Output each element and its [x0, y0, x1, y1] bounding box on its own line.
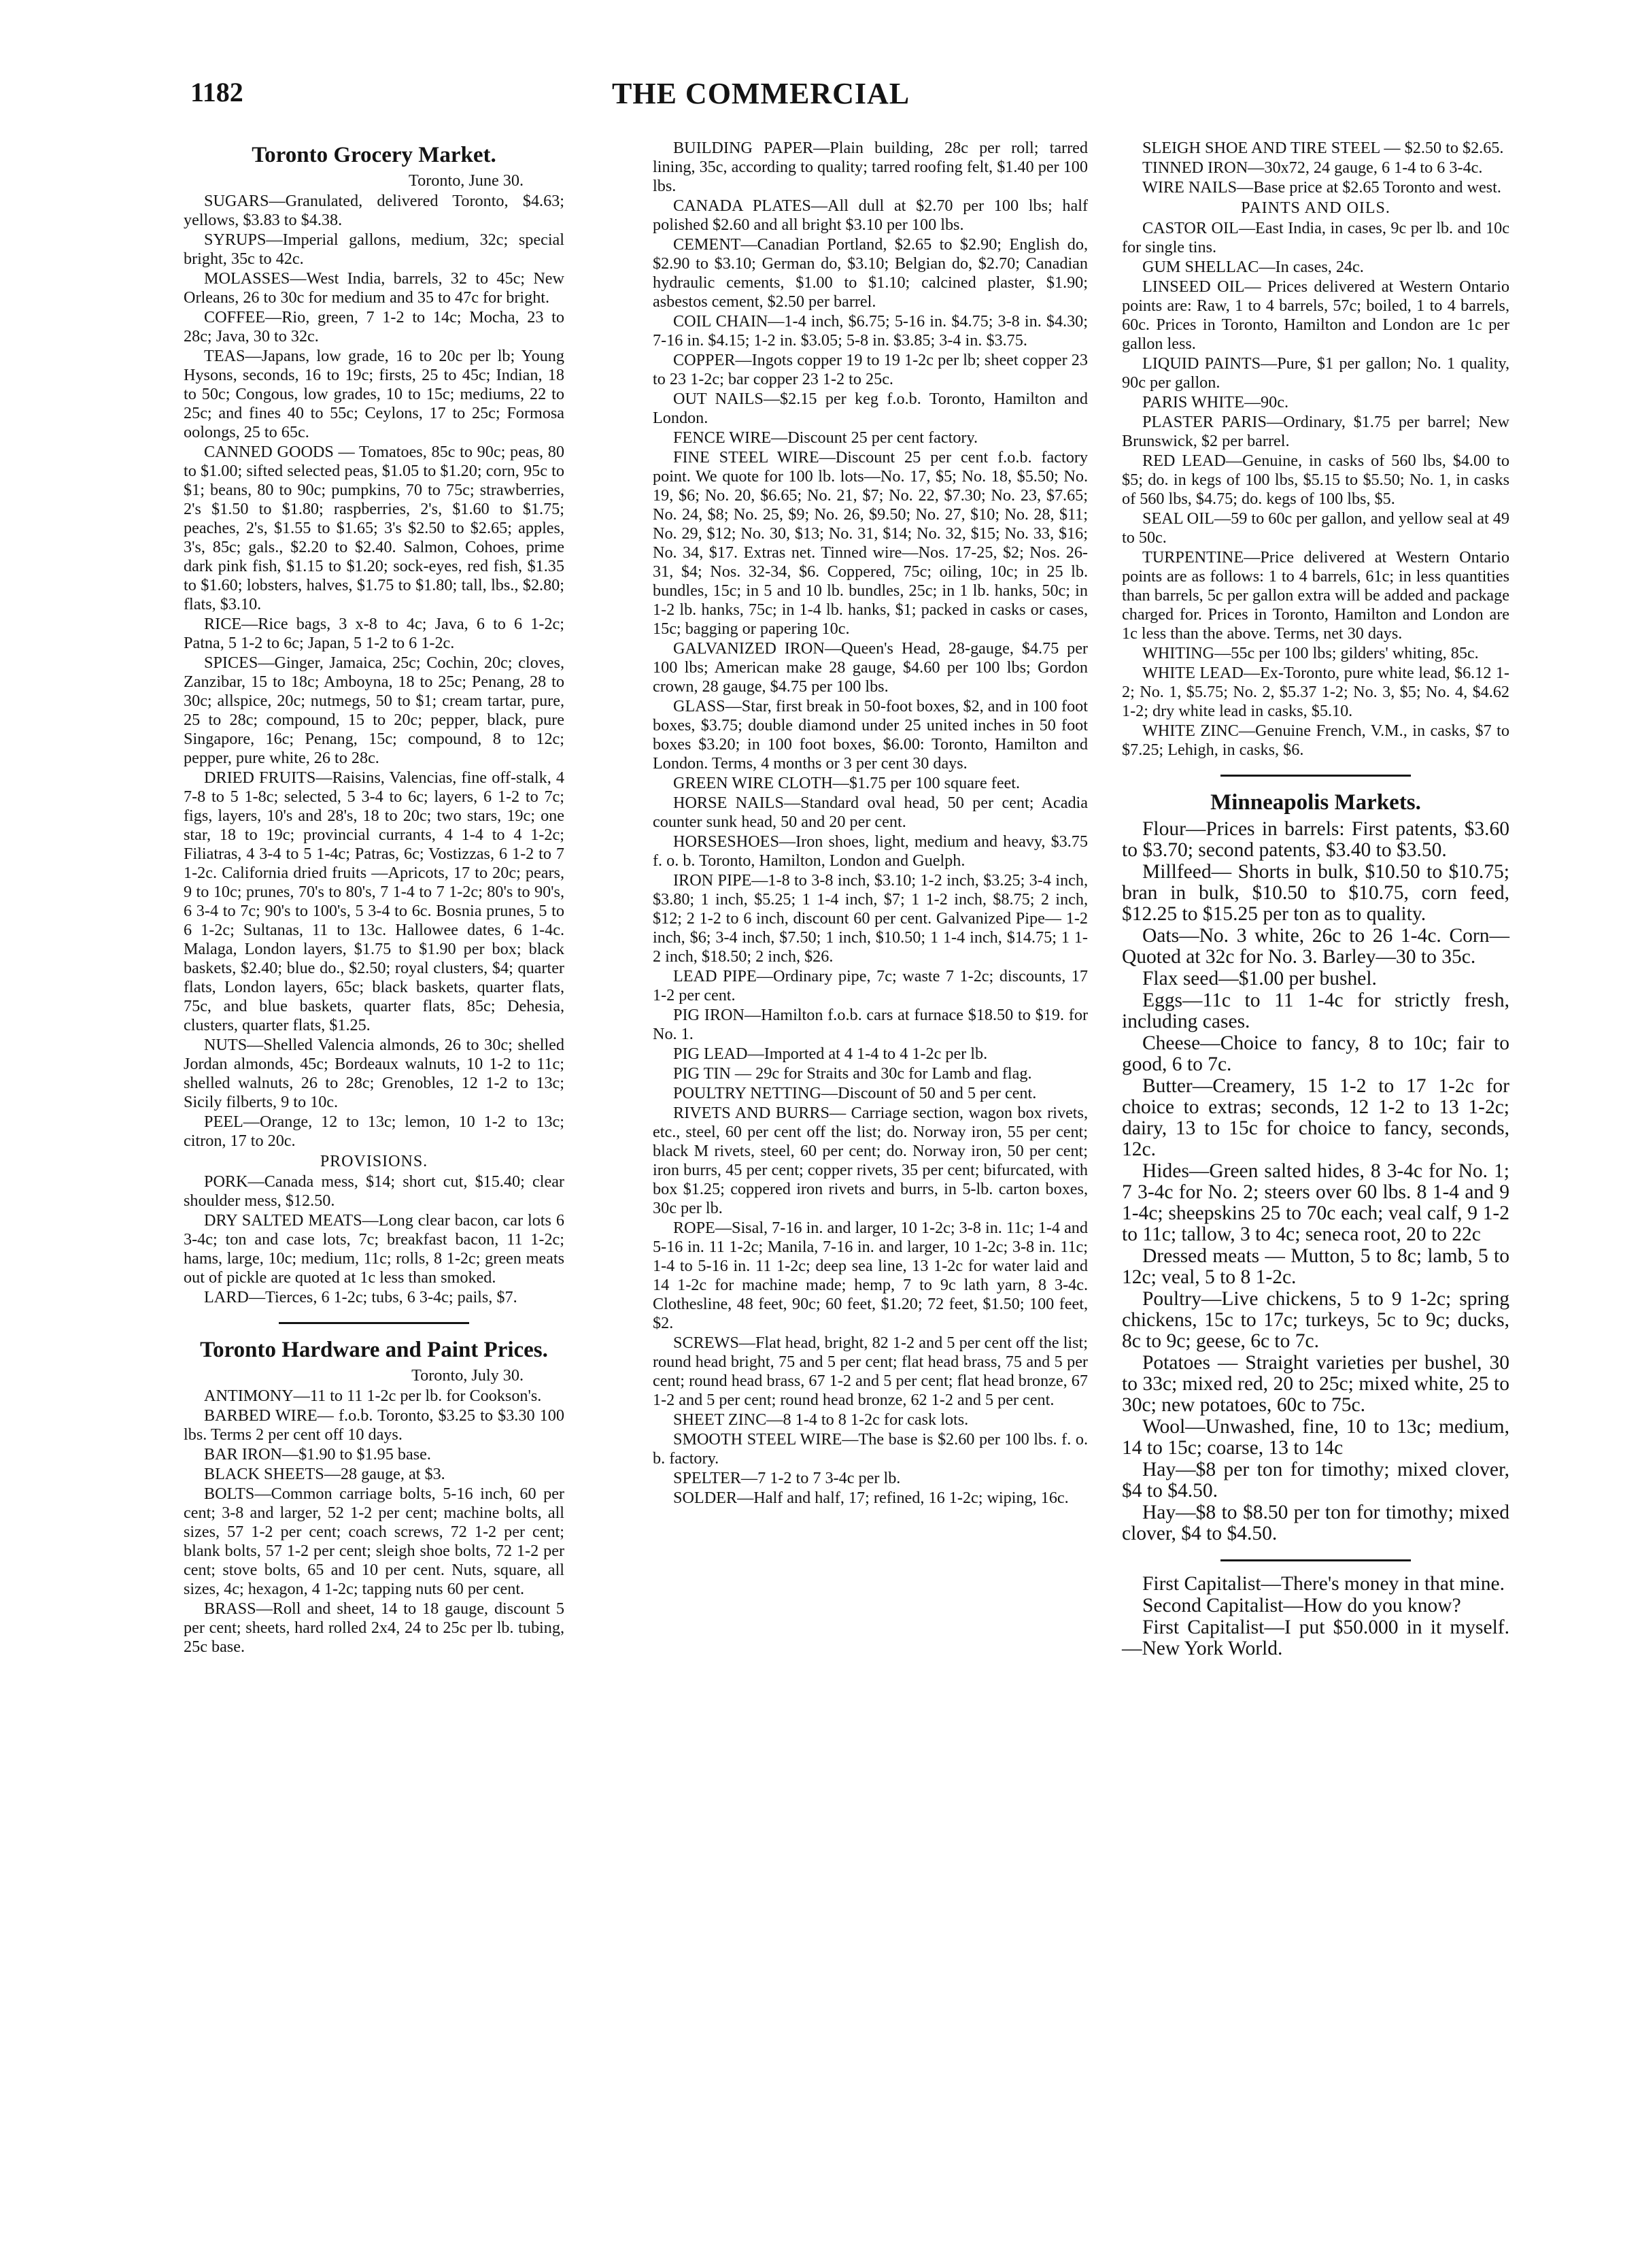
- price-entry: Flour—Prices in barrels: First patents, $3.60 to $3.70; second patents, $3.40 to $3.50.: [1122, 818, 1509, 861]
- price-entry: Wool—Unwashed, fine, 10 to 13c; medium, 14 to 15c; coarse, 13 to 14c: [1122, 1416, 1509, 1459]
- price-entry: LARD—Tierces, 6 1-2c; tubs, 6 3-4c; pails, $7.: [204, 1288, 517, 1306]
- price-entry: GLASS—Star, first break in 50-foot boxes, $2, and in 100 foot boxes, $3.75; double diamond under 25 united inches in 50 foot boxes $3.20; in 100 foot boxes, $6.00: Toronto, Hamilton and London. Terms, 4 months or 3 per cent 30 days.: [653, 697, 1088, 773]
- price-entry: NUTS—Shelled Valencia almonds, 26 to 30c; shelled Jordan almonds, 45c; Bordeaux walnuts, 10 1-2 to 11c; shelled walnuts, 26 to 28c; Grenobles, 12 1-2 to 13c; Sicily filberts, 9 to 10c.: [184, 1036, 564, 1111]
- price-entry: SEAL OIL—59 to 60c per gallon, and yellow seal at 49 to 50c.: [1122, 509, 1509, 547]
- minneapolis-prices: [1122, 819, 1509, 1544]
- price-entry: Millfeed— Shorts in bulk, $10.50 to $10.75; bran in bulk, $10.50 to $10.75, corn feed, $12.25 to $15.25 per ton as to quality.: [1122, 861, 1509, 925]
- joke-line: First Capitalist—I put $50.000 in it myself.—New York World.: [1122, 1617, 1509, 1659]
- price-entry: RED LEAD—Genuine, in casks of 560 lbs, $4.00 to $5; do. in kegs of 100 lbs, $5.15 to $5.50; No. 1, in casks of 560 lbs, $4.75; do. kegs of 100 lbs, $5.: [1122, 452, 1509, 508]
- price-entry: WHITE ZINC—Genuine French, V.M., in casks, $7 to $7.25; Lehigh, in casks, $6.: [1122, 722, 1509, 759]
- price-entry: PORK—Canada mess, $14; short cut, $15.40; clear shoulder mess, $12.50.: [184, 1172, 564, 1210]
- price-entry: ANTIMONY—11 to 11 1-2c per lb. for Cookson's.: [204, 1387, 542, 1405]
- price-entry: WHITING—55c per 100 lbs; gilders' whiting, 85c.: [1142, 644, 1479, 662]
- price-entry: SPICES—Ginger, Jamaica, 25c; Cochin, 20c; cloves, Zanzibar, 15 to 18c; Amboyna, 18 to 25c; Penang, 28 to 30c; allspice, 20c; nutmegs, 50 to $1; cream tartar, pure, 25 to 28c; compound, 15 to 20c; pepper, black, pure Singapore, 16c; Penang, 15c; compound, 8 to 12c; pepper, pure white, 26 to 28c.: [184, 654, 564, 767]
- price-entry: WHITE LEAD—Ex-Toronto, pure white lead, $6.12 1-2; No. 1, $5.75; No. 2, $5.37 1-2; No. 3, $5; No. 4, $4.62 1-2; dry white lead in casks, $5.10.: [1122, 664, 1509, 720]
- price-entry: LIQUID PAINTS—Pure, $1 per gallon; No. 1 quality, 90c per gallon.: [1122, 354, 1509, 392]
- price-entry: GALVANIZED IRON—Queen's Head, 28-gauge, $4.75 per 100 lbs; American make 28 gauge, $4.60 per 100 lbs; Gordon crown, 28 gauge, $4.75 per 100 lbs.: [653, 639, 1088, 696]
- grocery-prices: [184, 192, 564, 1151]
- publication-title: THE COMMERCIAL: [612, 77, 910, 110]
- price-entry: RIVETS AND BURRS— Carriage section, wagon box rivets, etc., steel, 60 per cent off the list; do. Norway iron, 55 per cent; black M rivets, steel, 60 per cent; do. Norway iron, 50 per cent; iron burrs, 45 per cent; copper rivets, 35 per cent; bifurcated, with box $1.25; coppered iron rivets and burrs, in 5-lb. carton boxes, 30c per lb.: [653, 1104, 1088, 1217]
- price-entry: DRY SALTED MEATS—Long clear bacon, car lots 6 3-4c; ton and case lots, 7c; breakfast bacon, 11 1-2c; hams, large, 10c; medium, 11c; rolls, 8 1-2c; green meats out of pickle are quoted at 1c less than smoked.: [184, 1211, 564, 1287]
- price-entry: PEEL—Orange, 12 to 13c; lemon, 10 1-2 to 13c; citron, 17 to 20c.: [184, 1113, 564, 1150]
- price-entry: CANADA PLATES—All dull at $2.70 per 100 lbs; half polished $2.60 and all bright $3.10 per 100 lbs.: [653, 197, 1088, 234]
- price-entry: BLACK SHEETS—28 gauge, at $3.: [204, 1465, 445, 1483]
- price-entry: GREEN WIRE CLOTH—$1.75 per 100 square feet.: [673, 774, 1021, 792]
- price-entry: COIL CHAIN—1-4 inch, $6.75; 5-16 in. $4.75; 3-8 in. $4.30; 7-16 in. $4.15; 1-2 in. $3.05; 5-8 in. $3.85; 3-4 in. $3.75.: [653, 312, 1088, 350]
- price-entry: FINE STEEL WIRE—Discount 25 per cent f.o.b. factory point. We quote for 100 lb. lots—No. 17, $5; No. 18, $5.50; No. 19, $6; No. 20, $6.65; No. 21, $7; No. 22, $7.30; No. 23, $7.65; No. 24, $8; No. 25, $9; No. 26, $9.50; No. 27, $10; No. 28, $11; No. 29, $12; No. 30, $13; No. 31, $14; No. 32, $15; No. 33, $16; No. 34, $17. Extras net. Tinned wire—Nos. 17-25, $2; Nos. 26-31, $4; Nos. 32-34, $6. Coppered, 75c; oiling, 10c; in 25 lb. bundles, 15c; in 5 and 10 lb. bundles, 25c; in 1 lb. hanks, 50c; in 1-2 lb. hanks, 75c; in 1-4 lb. hanks, $1; packed in casks or cases, 15c; bagging or papering 10c.: [653, 448, 1088, 638]
- price-entry: SPELTER—7 1-2 to 7 3-4c per lb.: [673, 1469, 901, 1487]
- hardware-prices-title: Toronto Hardware and Paint Prices.: [200, 1338, 548, 1362]
- price-entry: POULTRY NETTING—Discount of 50 and 5 per cent.: [673, 1084, 1037, 1102]
- price-entry: PIG IRON—Hamilton f.o.b. cars at furnace $18.50 to $19. for No. 1.: [653, 1006, 1088, 1043]
- price-entry: MOLASSES—West India, barrels, 32 to 45c; New Orleans, 26 to 30c for medium and 35 to 47c for bright.: [184, 269, 564, 307]
- page-header: [190, 76, 1305, 117]
- price-entry: Hay—$8 to $8.50 per ton for timothy; mixed clover, $4 to $4.50.: [1122, 1502, 1509, 1544]
- price-entry: TINNED IRON—30x72, 24 gauge, 6 1-4 to 6 3-4c.: [1142, 158, 1483, 177]
- price-entry: CEMENT—Canadian Portland, $2.65 to $2.90; English do, $2.90 to $3.10; German do, $3.10; Belgian do, $2.70; Canadian hydraulic cements, $1.00 to $1.10; calcined plaster, $1.90; asbestos cement, $2.50 per barrel.: [653, 235, 1088, 311]
- price-entry: IRON PIPE—1-8 to 3-8 inch, $3.10; 1-2 inch, $3.25; 3-4 inch, $3.80; 1 inch, $5.25; 1 1-4 inch, $7; 1 1-2 inch, $8.75; 2 inch, $12; 2 1-2 to 6 inch, discount 60 per cent. Galvanized Pipe— 1-2 inch, $6; 3-4 inch, $7.50; 1 inch, $10.50; 1 1-4 inch, $14.75; 1 1-2 inch, $18.50; 2 inch, $26.: [653, 871, 1088, 966]
- price-entry: SUGARS—Granulated, delivered Toronto, $4.63; yellows, $3.83 to $4.38.: [184, 192, 564, 229]
- price-entry: CASTOR OIL—East India, in cases, 9c per lb. and 10c for single tins.: [1122, 219, 1509, 256]
- price-entry: HORSESHOES—Iron shoes, light, medium and heavy, $3.75 f. o. b. Toronto, Hamilton, London and Guelph.: [653, 832, 1088, 870]
- price-entry: Hides—Green salted hides, 8 3-4c for No. 1; 7 3-4c for No. 2; steers over 60 lbs. 8 1-4 and 9 1-4c; sheepskins 25 to 70c each; veal calf, 9 1-2 to 11c; tallow, 3 to 4c; seneca root, 20 to 22c: [1122, 1160, 1509, 1245]
- price-entry: Dressed meats — Mutton, 5 to 8c; lamb, 5 to 12c; veal, 5 to 8 1-2c.: [1122, 1245, 1509, 1288]
- grocery-market-title: Toronto Grocery Market.: [252, 143, 496, 167]
- page-number: 1182: [190, 77, 243, 107]
- section-divider: [279, 1322, 469, 1324]
- price-entry: WIRE NAILS—Base price at $2.65 Toronto and west.: [1142, 178, 1501, 197]
- price-entry: BOLTS—Common carriage bolts, 5-16 inch, 60 per cent; 3-8 and larger, 52 1-2 per cent; machine bolts, all sizes, 57 1-2 per cent; coach screws, 72 1-2 per cent; blank bolts, 57 1-2 per cent; sleigh shoe bolts, 72 1-2 per cent; stove bolts, 65 and 10 per cent. Nuts, square, all sizes, 4c; hexagon, 4 1-2c; tapping nuts 60 per cent.: [184, 1485, 564, 1598]
- paints-oils-heading: PAINTS AND OILS.: [1241, 199, 1390, 217]
- joke-line: First Capitalist—There's money in that mine.: [1142, 1573, 1505, 1595]
- price-entry: BUILDING PAPER—Plain building, 28c per roll; tarred lining, 35c, according to quality; tarred roofing felt, $1.40 per 100 lbs.: [653, 139, 1088, 195]
- price-entry: BAR IRON—$1.90 to $1.95 base.: [204, 1445, 431, 1463]
- price-entry: TURPENTINE—Price delivered at Western Ontario points are as follows: 1 to 4 barrels, 61c; in less quantities than barrels, 5c per gallon extra will be added and package charged for. Prices in Toronto, Hamilton and London are 1c less than the above. Terms, net 30 days.: [1122, 548, 1509, 643]
- joke-line: Second Capitalist—How do you know?: [1142, 1595, 1461, 1617]
- hardware-dateline: Toronto, July 30.: [411, 1366, 524, 1385]
- price-entry: BRASS—Roll and sheet, 14 to 18 gauge, discount 5 per cent; sheets, hard rolled 2x4, 24 to 25c per lb. tubing, 25c base.: [184, 1600, 564, 1656]
- joke-item: [1122, 1574, 1509, 1659]
- price-entry: PLASTER PARIS—Ordinary, $1.75 per barrel; New Brunswick, $2 per barrel.: [1122, 413, 1509, 450]
- price-entry: Poultry—Live chickens, 5 to 9 1-2c; spring chickens, 15c to 17c; turkeys, 5c to 9c; ducks, 8c to 9c; geese, 6c to 7c.: [1122, 1288, 1509, 1352]
- price-entry: HORSE NAILS—Standard oval head, 50 per cent; Acadia counter sunk head, 50 and 20 per cent.: [653, 794, 1088, 831]
- price-entry: LINSEED OIL— Prices delivered at Western Ontario points are: Raw, 1 to 4 barrels, 57c; boiled, 1 to 4 barrels, 60c. Prices in Toronto, Hamilton and London are 1c per gallon less.: [1122, 277, 1509, 353]
- provisions-prices: [184, 1172, 564, 1307]
- price-entry: SOLDER—Half and half, 17; refined, 16 1-2c; wiping, 16c.: [673, 1489, 1069, 1507]
- price-entry: Eggs—11c to 11 1-4c for strictly fresh, including cases.: [1122, 989, 1509, 1032]
- column-left: [184, 139, 564, 1657]
- hardware-prices: [184, 1387, 564, 1657]
- price-entry: SLEIGH SHOE AND TIRE STEEL — $2.50 to $2.65.: [1142, 139, 1504, 157]
- price-entry: ROPE—Sisal, 7-16 in. and larger, 10 1-2c; 3-8 in. 11c; 1-4 and 5-16 in. 11 1-2c; Manila, 7-16 in. and larger, 10 1-2c; 3-8 in. 11c; 1-4 to 5-16 in. 11 1-2c; deep sea line, 13 1-2c for water laid and 14 1-2c for machine made; hemp, 7 to 9c lath yarn, 8 3-4c. Clothesline, 48 feet, 90c; 60 feet, $1.20; 72 feet, $1.50; 100 feet, $2.: [653, 1219, 1088, 1332]
- section-divider: [1220, 1559, 1411, 1561]
- column-middle: [653, 139, 1088, 1508]
- price-entry: BARBED WIRE— f.o.b. Toronto, $3.25 to $3.30 100 lbs. Terms 2 per cent off 10 days.: [184, 1406, 564, 1444]
- price-entry: CANNED GOODS — Tomatoes, 85c to 90c; peas, 80 to $1.00; sifted selected peas, $1.05 to $1.20; corn, 95c to $1; beans, 80 to 90c; pumpkins, 70 to 75c; strawberries, 2's $1.50 to $1.80; raspberries, 2's, $1.60 to $1.75; peaches, 2's, $1.55 to $1.65; 3's $2.50 to $2.65; apples, 3's, 85c; gals., $2.20 to $2.40. Salmon, Cohoes, prime dark pink fish, $1.15 to $1.20; sock-eyes, red fish, $1.35 to $1.60; lobsters, halves, $1.75 to $1.80; tall, lbs., $2.80; flats, $3.10.: [184, 443, 564, 613]
- price-entry: OUT NAILS—$2.15 per keg f.o.b. Toronto, Hamilton and London.: [653, 390, 1088, 427]
- price-entry: Butter—Creamery, 15 1-2 to 17 1-2c for choice to extras; seconds, 12 1-2 to 13 1-2c; dairy, 13 to 15c for choice to fancy, seconds, 12c.: [1122, 1075, 1509, 1160]
- price-entry: SHEET ZINC—8 1-4 to 8 1-2c for cask lots.: [673, 1410, 969, 1429]
- grocery-dateline: Toronto, June 30.: [409, 171, 524, 190]
- price-entry: LEAD PIPE—Ordinary pipe, 7c; waste 7 1-2c; discounts, 17 1-2 per cent.: [653, 967, 1088, 1004]
- section-divider: [1220, 775, 1411, 777]
- price-entry: SMOOTH STEEL WIRE—The base is $2.60 per 100 lbs. f. o. b. factory.: [653, 1430, 1088, 1468]
- price-entry: FENCE WIRE—Discount 25 per cent factory.: [673, 428, 978, 447]
- price-entry: RICE—Rice bags, 3 x-8 to 4c; Java, 6 to 6 1-2c; Patna, 5 1-2 to 6c; Japan, 5 1-2 to 6 1-2c.: [184, 615, 564, 652]
- price-entry: COFFEE—Rio, green, 7 1-2 to 14c; Mocha, 23 to 28c; Java, 30 to 32c.: [184, 308, 564, 345]
- price-entry: Potatoes — Straight varieties per bushel, 30 to 33c; mixed red, 20 to 25c; mixed white, 25 to 30c; new potatoes, 60c to 75c.: [1122, 1352, 1509, 1416]
- price-entry: DRIED FRUITS—Raisins, Valencias, fine off-stalk, 4 7-8 to 5 1-8c; selected, 5 3-4 to 6c; layers, 6 1-2 to 7c; figs, layers, 10's and 28's, 18 to 20c; two stars, 19c; one star, 18 to 19c; provincial currants, 4 1-4 to 4 1-2c; Filiatras, 4 3-4 to 5 1-4c; Patras, 6c; Vostizzas, 6 1-2 to 7 1-2c. California dried fruits —Apricots, 17 to 20c; pears, 9 to 10c; prunes, 70's to 80's, 7 1-4 to 7 1-2c; 80's to 90's, 6 3-4 to 7c; 90's to 100's, 5 3-4 to 6c. Bosnia prunes, 5 to 6 1-2c; Sultanas, 11 to 13c. Hallowee dates, 6 1-4c. Malaga, London layers, $1.75 to $1.90 per box; black baskets, $2.40; blue do., $2.50; royal clusters, $4; quarter flats, London layers, 65c; black baskets, quarter flats, 75c, and blue baskets, quarter flats, 85c; Dehesia, clusters, quarter flats, $1.25.: [184, 768, 564, 1034]
- price-entry: SCREWS—Flat head, bright, 82 1-2 and 5 per cent off the list; round head bright, 75 and 5 per cent; flat head brass, 75 and 5 per cent; round head brass, 67 1-2 and 5 per cent; flat head bronze, 67 1-2 and 5 per cent; round head bronze, 62 1-2 and 5 per cent.: [653, 1334, 1088, 1409]
- column-right: [1122, 139, 1509, 1660]
- price-entry: Cheese—Choice to fancy, 8 to 10c; fair to good, 6 to 7c.: [1122, 1032, 1509, 1075]
- price-entry: Flax seed—$1.00 per bushel.: [1142, 968, 1377, 989]
- price-entry: PARIS WHITE—90c.: [1142, 393, 1289, 411]
- price-entry: SYRUPS—Imperial gallons, medium, 32c; special bright, 35c to 42c.: [184, 231, 564, 268]
- price-entry: PIG TIN — 29c for Straits and 30c for Lamb and flag.: [673, 1064, 1032, 1083]
- provisions-heading: PROVISIONS.: [320, 1153, 428, 1170]
- price-entry: GUM SHELLAC—In cases, 24c.: [1142, 258, 1364, 276]
- price-entry: Oats—No. 3 white, 26c to 26 1-4c. Corn—Quoted at 32c for No. 3. Barley—30 to 35c.: [1122, 925, 1509, 968]
- price-entry: Hay—$8 per ton for timothy; mixed clover, $4 to $4.50.: [1122, 1459, 1509, 1502]
- price-entry: PIG LEAD—Imported at 4 1-4 to 4 1-2c per lb.: [673, 1045, 988, 1063]
- minneapolis-markets-title: Minneapolis Markets.: [1210, 790, 1421, 815]
- price-entry: TEAS—Japans, low grade, 16 to 20c per lb; Young Hysons, seconds, 16 to 19c; firsts, 25 to 45c; Indian, 18 to 50c; Congous, low grades, 10 to 15c; mediums, 22 to 25c; and fines 40 to 55c; Ceylons, 17 to 25c; Formosa oolongs, 25 to 65c.: [184, 347, 564, 441]
- price-entry: COPPER—Ingots copper 19 to 19 1-2c per lb; sheet copper 23 to 23 1-2c; bar copper 23 1-2 to 25c.: [653, 351, 1088, 388]
